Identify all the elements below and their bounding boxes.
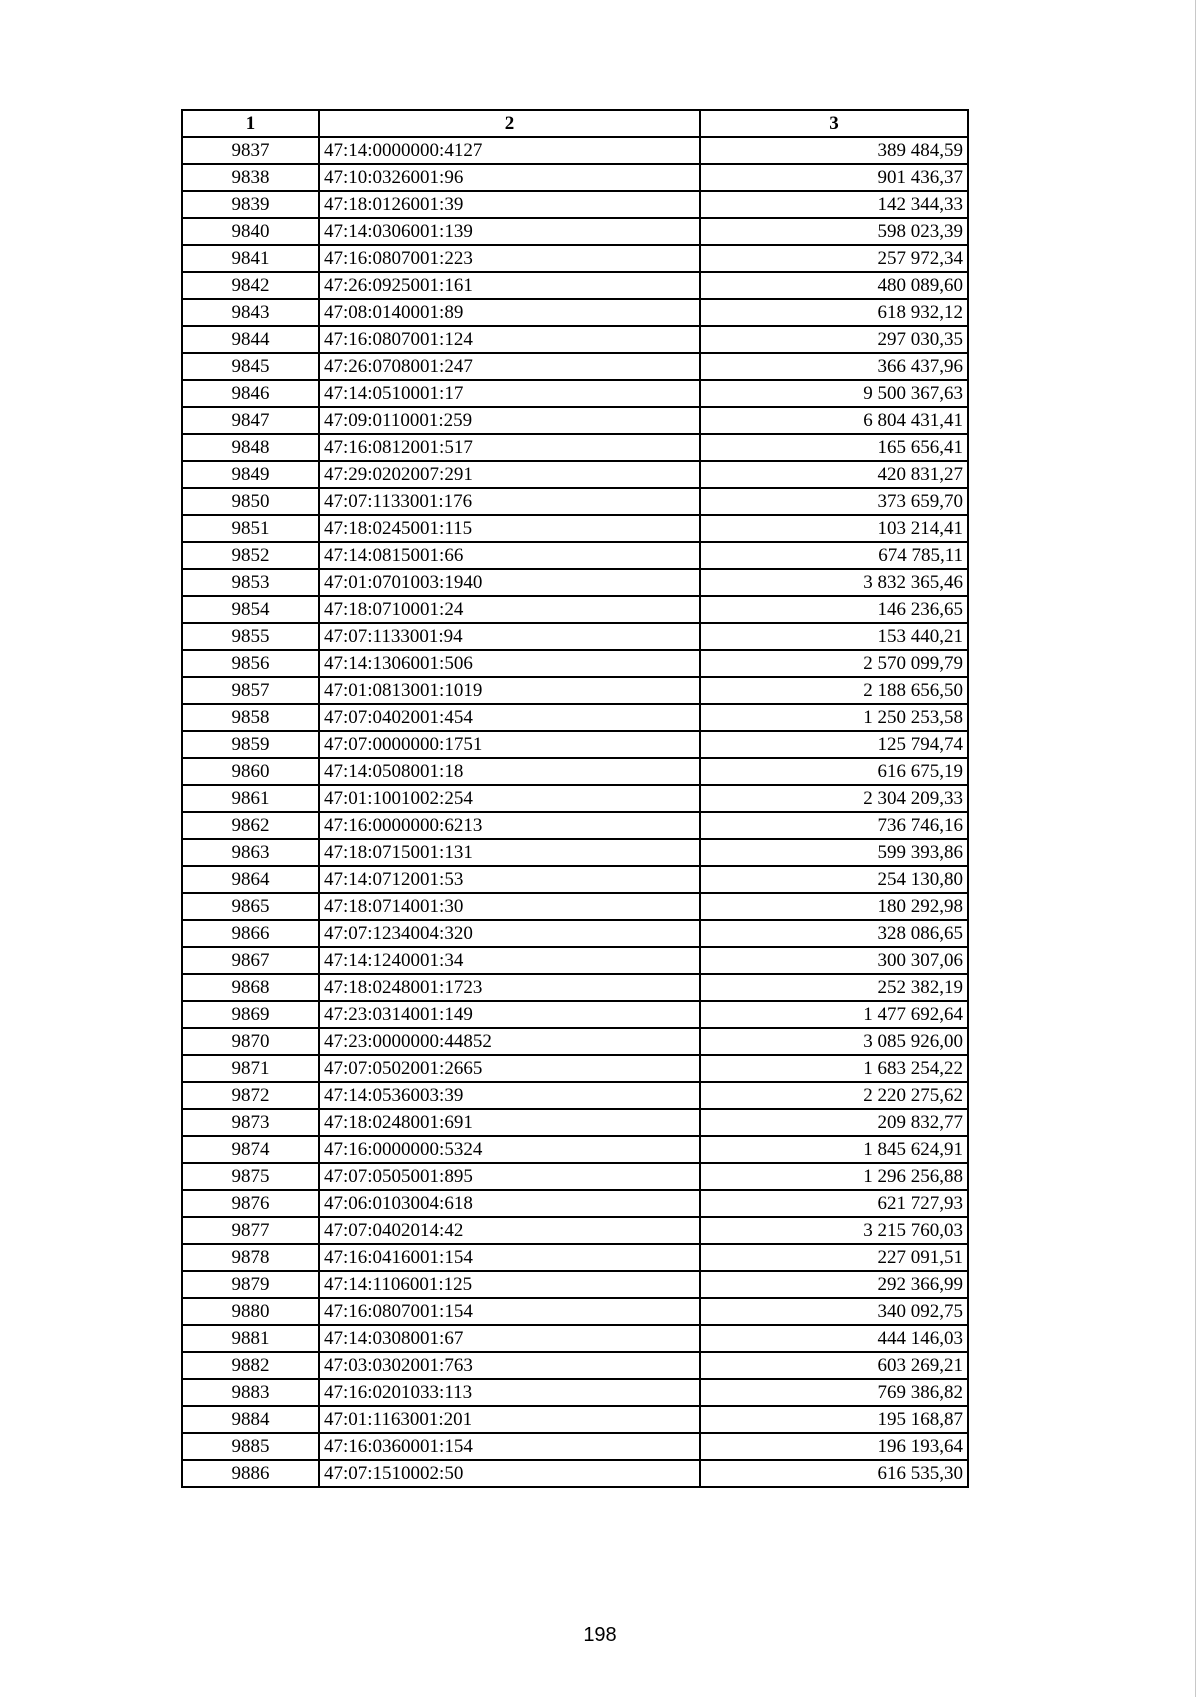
table-row [182, 1325, 968, 1352]
cadastral-number-cell: 47:16:0807001:223 [319, 245, 700, 272]
table-row [182, 839, 968, 866]
cadastral-number-cell: 47:14:0306001:139 [319, 218, 700, 245]
table-row [182, 1298, 968, 1325]
row-number-cell: 9852 [182, 542, 319, 569]
cadastral-number-cell: 47:07:0505001:895 [319, 1163, 700, 1190]
value-cell: 366 437,96 [700, 353, 968, 380]
column-header-1: 1 [182, 110, 319, 137]
cadastral-number-cell: 47:18:0248001:691 [319, 1109, 700, 1136]
cadastral-number-cell: 47:14:0815001:66 [319, 542, 700, 569]
row-number-cell: 9851 [182, 515, 319, 542]
row-number-cell: 9860 [182, 758, 319, 785]
cadastral-number-cell: 47:16:0360001:154 [319, 1433, 700, 1460]
row-number-cell: 9865 [182, 893, 319, 920]
cadastral-number-cell: 47:18:0710001:24 [319, 596, 700, 623]
cadastral-number-cell: 47:07:1133001:94 [319, 623, 700, 650]
table-row [182, 326, 968, 353]
row-number-cell: 9879 [182, 1271, 319, 1298]
row-number-cell: 9869 [182, 1001, 319, 1028]
cadastral-number-cell: 47:14:0000000:4127 [319, 137, 700, 164]
cadastral-number-cell: 47:09:0110001:259 [319, 407, 700, 434]
table-row [182, 569, 968, 596]
value-cell: 146 236,65 [700, 596, 968, 623]
table-row [182, 866, 968, 893]
table-row [182, 1379, 968, 1406]
cadastral-number-cell: 47:18:0126001:39 [319, 191, 700, 218]
cadastral-number-cell: 47:26:0708001:247 [319, 353, 700, 380]
cadastral-number-cell: 47:26:0925001:161 [319, 272, 700, 299]
value-cell: 297 030,35 [700, 326, 968, 353]
row-number-cell: 9877 [182, 1217, 319, 1244]
value-cell: 227 091,51 [700, 1244, 968, 1271]
value-cell: 153 440,21 [700, 623, 968, 650]
value-cell: 209 832,77 [700, 1109, 968, 1136]
table-row [182, 515, 968, 542]
value-cell: 389 484,59 [700, 137, 968, 164]
table-row [182, 542, 968, 569]
value-cell: 1 250 253,58 [700, 704, 968, 731]
value-cell: 6 804 431,41 [700, 407, 968, 434]
row-number-cell: 9880 [182, 1298, 319, 1325]
cadastral-number-cell: 47:23:0314001:149 [319, 1001, 700, 1028]
row-number-cell: 9838 [182, 164, 319, 191]
row-number-cell: 9840 [182, 218, 319, 245]
value-cell: 2 188 656,50 [700, 677, 968, 704]
cadastral-number-cell: 47:14:1306001:506 [319, 650, 700, 677]
value-cell: 598 023,39 [700, 218, 968, 245]
value-cell: 165 656,41 [700, 434, 968, 461]
value-cell: 618 932,12 [700, 299, 968, 326]
row-number-cell: 9856 [182, 650, 319, 677]
cadastral-number-cell: 47:07:1234004:320 [319, 920, 700, 947]
value-cell: 420 831,27 [700, 461, 968, 488]
cadastral-number-cell: 47:23:0000000:44852 [319, 1028, 700, 1055]
cadastral-number-cell: 47:18:0714001:30 [319, 893, 700, 920]
value-cell: 125 794,74 [700, 731, 968, 758]
value-cell: 292 366,99 [700, 1271, 968, 1298]
table-row [182, 245, 968, 272]
cadastral-number-cell: 47:01:1001002:254 [319, 785, 700, 812]
value-cell: 1 477 692,64 [700, 1001, 968, 1028]
cadastral-number-cell: 47:14:0712001:53 [319, 866, 700, 893]
cadastral-number-cell: 47:07:0502001:2665 [319, 1055, 700, 1082]
cadastral-number-cell: 47:18:0245001:115 [319, 515, 700, 542]
row-number-cell: 9878 [182, 1244, 319, 1271]
table-row [182, 704, 968, 731]
table-row [182, 488, 968, 515]
value-cell: 736 746,16 [700, 812, 968, 839]
table-row [182, 1055, 968, 1082]
table-header-row [182, 110, 968, 137]
table-row [182, 1460, 968, 1487]
row-number-cell: 9867 [182, 947, 319, 974]
row-number-cell: 9858 [182, 704, 319, 731]
row-number-cell: 9864 [182, 866, 319, 893]
table-row [182, 920, 968, 947]
cadastral-number-cell: 47:07:0402014:42 [319, 1217, 700, 1244]
table-row [182, 1190, 968, 1217]
table-row [182, 1352, 968, 1379]
row-number-cell: 9874 [182, 1136, 319, 1163]
cadastral-number-cell: 47:16:0000000:5324 [319, 1136, 700, 1163]
value-cell: 674 785,11 [700, 542, 968, 569]
row-number-cell: 9884 [182, 1406, 319, 1433]
row-number-cell: 9849 [182, 461, 319, 488]
row-number-cell: 9847 [182, 407, 319, 434]
table-row [182, 272, 968, 299]
cadastral-number-cell: 47:07:1133001:176 [319, 488, 700, 515]
row-number-cell: 9871 [182, 1055, 319, 1082]
row-number-cell: 9886 [182, 1460, 319, 1487]
row-number-cell: 9881 [182, 1325, 319, 1352]
row-number-cell: 9862 [182, 812, 319, 839]
value-cell: 180 292,98 [700, 893, 968, 920]
row-number-cell: 9846 [182, 380, 319, 407]
column-header-2: 2 [319, 110, 700, 137]
value-cell: 901 436,37 [700, 164, 968, 191]
row-number-cell: 9841 [182, 245, 319, 272]
value-cell: 3 215 760,03 [700, 1217, 968, 1244]
table-row [182, 893, 968, 920]
value-cell: 252 382,19 [700, 974, 968, 1001]
row-number-cell: 9855 [182, 623, 319, 650]
table-row [182, 1163, 968, 1190]
cadastral-number-cell: 47:16:0807001:154 [319, 1298, 700, 1325]
value-cell: 254 130,80 [700, 866, 968, 893]
row-number-cell: 9872 [182, 1082, 319, 1109]
table-row [182, 1433, 968, 1460]
table-row [182, 191, 968, 218]
table-row [182, 1271, 968, 1298]
cadastral-number-cell: 47:18:0248001:1723 [319, 974, 700, 1001]
cadastral-number-cell: 47:14:0508001:18 [319, 758, 700, 785]
page-edge-divider [1195, 0, 1196, 1697]
value-cell: 103 214,41 [700, 515, 968, 542]
value-cell: 444 146,03 [700, 1325, 968, 1352]
table-row [182, 812, 968, 839]
row-number-cell: 9848 [182, 434, 319, 461]
row-number-cell: 9853 [182, 569, 319, 596]
cadastral-number-cell: 47:01:1163001:201 [319, 1406, 700, 1433]
value-cell: 2 570 099,79 [700, 650, 968, 677]
table-row [182, 434, 968, 461]
row-number-cell: 9882 [182, 1352, 319, 1379]
table-row [182, 1028, 968, 1055]
cadastral-number-cell: 47:03:0302001:763 [319, 1352, 700, 1379]
row-number-cell: 9854 [182, 596, 319, 623]
row-number-cell: 9870 [182, 1028, 319, 1055]
row-number-cell: 9857 [182, 677, 319, 704]
value-cell: 328 086,65 [700, 920, 968, 947]
value-cell: 196 193,64 [700, 1433, 968, 1460]
cadastral-number-cell: 47:06:0103004:618 [319, 1190, 700, 1217]
row-number-cell: 9839 [182, 191, 319, 218]
row-number-cell: 9850 [182, 488, 319, 515]
cadastral-number-cell: 47:14:1106001:125 [319, 1271, 700, 1298]
table-row [182, 380, 968, 407]
value-cell: 603 269,21 [700, 1352, 968, 1379]
cadastral-number-cell: 47:16:0000000:6213 [319, 812, 700, 839]
table-row [182, 1406, 968, 1433]
page-number: 198 [583, 1624, 617, 1646]
table-row [182, 164, 968, 191]
cadastral-number-cell: 47:07:1510002:50 [319, 1460, 700, 1487]
row-number-cell: 9863 [182, 839, 319, 866]
cadastral-number-cell: 47:01:0701003:1940 [319, 569, 700, 596]
table-row [182, 218, 968, 245]
table-row [182, 1082, 968, 1109]
cadastral-number-cell: 47:29:0202007:291 [319, 461, 700, 488]
value-cell: 616 535,30 [700, 1460, 968, 1487]
value-cell: 3 085 926,00 [700, 1028, 968, 1055]
table-row [182, 1136, 968, 1163]
table-row [182, 1217, 968, 1244]
table-row [182, 407, 968, 434]
value-cell: 3 832 365,46 [700, 569, 968, 596]
row-number-cell: 9845 [182, 353, 319, 380]
table-row [182, 623, 968, 650]
value-cell: 257 972,34 [700, 245, 968, 272]
row-number-cell: 9842 [182, 272, 319, 299]
row-number-cell: 9876 [182, 1190, 319, 1217]
table-row [182, 758, 968, 785]
table-row [182, 677, 968, 704]
row-number-cell: 9859 [182, 731, 319, 758]
row-number-cell: 9883 [182, 1379, 319, 1406]
value-cell: 1 845 624,91 [700, 1136, 968, 1163]
cadastral-number-cell: 47:16:0416001:154 [319, 1244, 700, 1271]
table-body [182, 137, 968, 1487]
table-row [182, 1109, 968, 1136]
value-cell: 2 304 209,33 [700, 785, 968, 812]
column-header-3: 3 [700, 110, 968, 137]
table-row [182, 974, 968, 1001]
value-cell: 621 727,93 [700, 1190, 968, 1217]
row-number-cell: 9844 [182, 326, 319, 353]
cadastral-number-cell: 47:07:0000000:1751 [319, 731, 700, 758]
row-number-cell: 9861 [182, 785, 319, 812]
cadastral-number-cell: 47:07:0402001:454 [319, 704, 700, 731]
row-number-cell: 9868 [182, 974, 319, 1001]
table-row [182, 1001, 968, 1028]
table-row [182, 650, 968, 677]
table-row [182, 947, 968, 974]
table-row [182, 731, 968, 758]
table-row [182, 785, 968, 812]
value-cell: 300 307,06 [700, 947, 968, 974]
table-row [182, 596, 968, 623]
cadastral-number-cell: 47:08:0140001:89 [319, 299, 700, 326]
value-cell: 480 089,60 [700, 272, 968, 299]
value-cell: 195 168,87 [700, 1406, 968, 1433]
cadastral-number-cell: 47:14:0308001:67 [319, 1325, 700, 1352]
row-number-cell: 9875 [182, 1163, 319, 1190]
table-row [182, 1244, 968, 1271]
cadastral-number-cell: 47:01:0813001:1019 [319, 677, 700, 704]
data-table [181, 109, 969, 1488]
row-number-cell: 9843 [182, 299, 319, 326]
table-row [182, 461, 968, 488]
value-cell: 142 344,33 [700, 191, 968, 218]
value-cell: 1 683 254,22 [700, 1055, 968, 1082]
cadastral-number-cell: 47:10:0326001:96 [319, 164, 700, 191]
value-cell: 599 393,86 [700, 839, 968, 866]
cadastral-number-cell: 47:16:0807001:124 [319, 326, 700, 353]
table-row [182, 353, 968, 380]
value-cell: 2 220 275,62 [700, 1082, 968, 1109]
value-cell: 616 675,19 [700, 758, 968, 785]
row-number-cell: 9873 [182, 1109, 319, 1136]
cadastral-number-cell: 47:16:0812001:517 [319, 434, 700, 461]
value-cell: 340 092,75 [700, 1298, 968, 1325]
table-row [182, 299, 968, 326]
cadastral-number-cell: 47:14:1240001:34 [319, 947, 700, 974]
table-row [182, 137, 968, 164]
value-cell: 373 659,70 [700, 488, 968, 515]
cadastral-number-cell: 47:14:0536003:39 [319, 1082, 700, 1109]
value-cell: 1 296 256,88 [700, 1163, 968, 1190]
row-number-cell: 9837 [182, 137, 319, 164]
value-cell: 769 386,82 [700, 1379, 968, 1406]
cadastral-number-cell: 47:16:0201033:113 [319, 1379, 700, 1406]
value-cell: 9 500 367,63 [700, 380, 968, 407]
cadastral-number-cell: 47:18:0715001:131 [319, 839, 700, 866]
row-number-cell: 9866 [182, 920, 319, 947]
cadastral-number-cell: 47:14:0510001:17 [319, 380, 700, 407]
row-number-cell: 9885 [182, 1433, 319, 1460]
